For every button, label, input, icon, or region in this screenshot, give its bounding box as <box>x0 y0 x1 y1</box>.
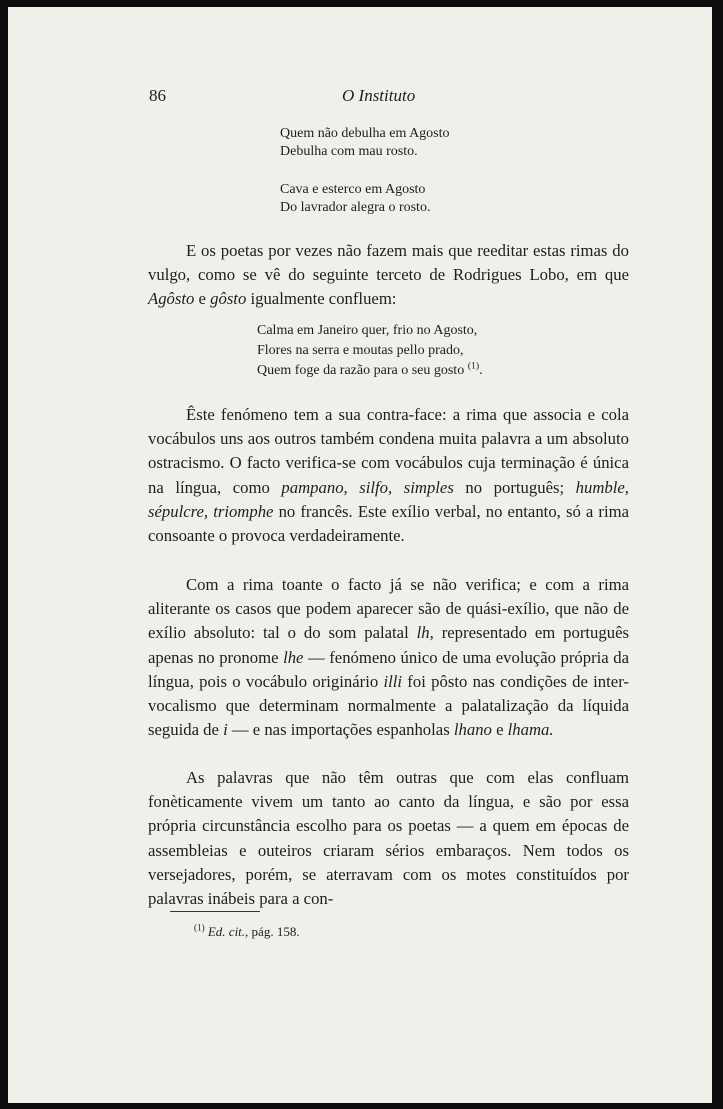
text-span: e <box>194 289 211 309</box>
verse-text: Quem foge da razão para o seu gosto <box>257 363 465 378</box>
emphasis: gôsto <box>210 289 247 309</box>
text-span: — e nas importações espanholas <box>227 720 454 740</box>
text-span: e <box>491 720 508 740</box>
verse-block-3 <box>257 321 483 381</box>
paragraph-2 <box>148 403 629 548</box>
paragraph-4: As palavras que não têm outras que com elas confluam fonèticamente vivem um tanto ao canto da língua, e são por essa própria circunstância escolho para os poetas — a quem em épocas de assembleias e outeiros criaram sérios embaraços. Nem todos os versejadores, porém, se aterravam com os motes constituídos por palavras inábeis para a con- <box>148 768 629 909</box>
footnote-divider <box>170 911 260 912</box>
verse-line: Calma em Janeiro quer, frio no Agosto, <box>257 323 478 338</box>
paragraph-1 <box>148 239 629 312</box>
emphasis: illi <box>383 671 403 691</box>
verse-block-1 <box>280 125 450 161</box>
text-span: igualmente confluem: <box>246 289 397 309</box>
verse-line: Cava e esterco em Agosto <box>280 182 426 197</box>
verse-text: . <box>479 363 483 378</box>
emphasis: humble, sépulcre, triomphe <box>148 477 629 521</box>
paragraph-3 <box>148 573 629 742</box>
verse-line: Do lavrador alegra o rosto. <box>280 200 431 215</box>
text-span: representado em português apenas no pronome <box>148 623 629 667</box>
text-span: Êste fenómeno tem a sua contra-face: a rima que associa e cola vocábulos uns aos outros também condena muita palavra a um absoluto ostracismo. O facto verifica-se com vocábulos cuja terminação é única na língua, como <box>148 405 629 497</box>
footnote-pages: , pág. 158. <box>245 924 300 939</box>
text-span: — fenómeno único de uma evolução própria da língua, pois o vocábulo originário <box>148 647 629 691</box>
page-number: 86 <box>149 86 166 105</box>
text-span: E os poetas por vezes não fazem mais que reeditar estas rimas do vulgo, como se vê do seguinte terceto de Rodrigues Lobo, em que <box>148 241 629 285</box>
emphasis: lh, <box>416 623 434 643</box>
emphasis: i <box>223 720 228 740</box>
emphasis: lhano <box>453 720 492 740</box>
page-header <box>8 86 712 106</box>
emphasis: lhe <box>283 647 304 667</box>
text-span: Com a rima toante o facto já se não verifica; e com a rima aliterante os casos que podem aparecer são de quási-exílio, que não de exílio absoluto: tal o do som palatal <box>148 575 629 643</box>
emphasis: Agôsto <box>148 289 195 309</box>
text-span: no português; <box>453 477 576 497</box>
text-span: no francês. Este exílio verbal, no entanto, só a rima consoante o provoca verdadeiramente. <box>148 501 629 546</box>
verse-line: Flores na serra e moutas pello prado, <box>257 343 464 358</box>
text-span: foi pôsto nas condições de inter-vocalismo que determinam normalmente a palatalização da líquida seguida de <box>148 671 629 740</box>
footnote <box>194 924 300 940</box>
verse-line: Quem não debulha em Agosto <box>280 126 450 141</box>
verse-line: Debulha com mau rosto. <box>280 144 418 159</box>
emphasis: pampano, silfo, simples <box>281 477 454 497</box>
running-title: O Instituto <box>342 86 416 105</box>
footnote-reference: (1) <box>467 360 480 372</box>
footnote-marker: (1) <box>194 922 205 933</box>
verse-line <box>257 361 483 381</box>
emphasis: lhama. <box>507 720 554 740</box>
book-page <box>8 7 712 1103</box>
footnote-source: Ed. cit. <box>207 924 246 939</box>
verse-block-2 <box>280 181 430 217</box>
